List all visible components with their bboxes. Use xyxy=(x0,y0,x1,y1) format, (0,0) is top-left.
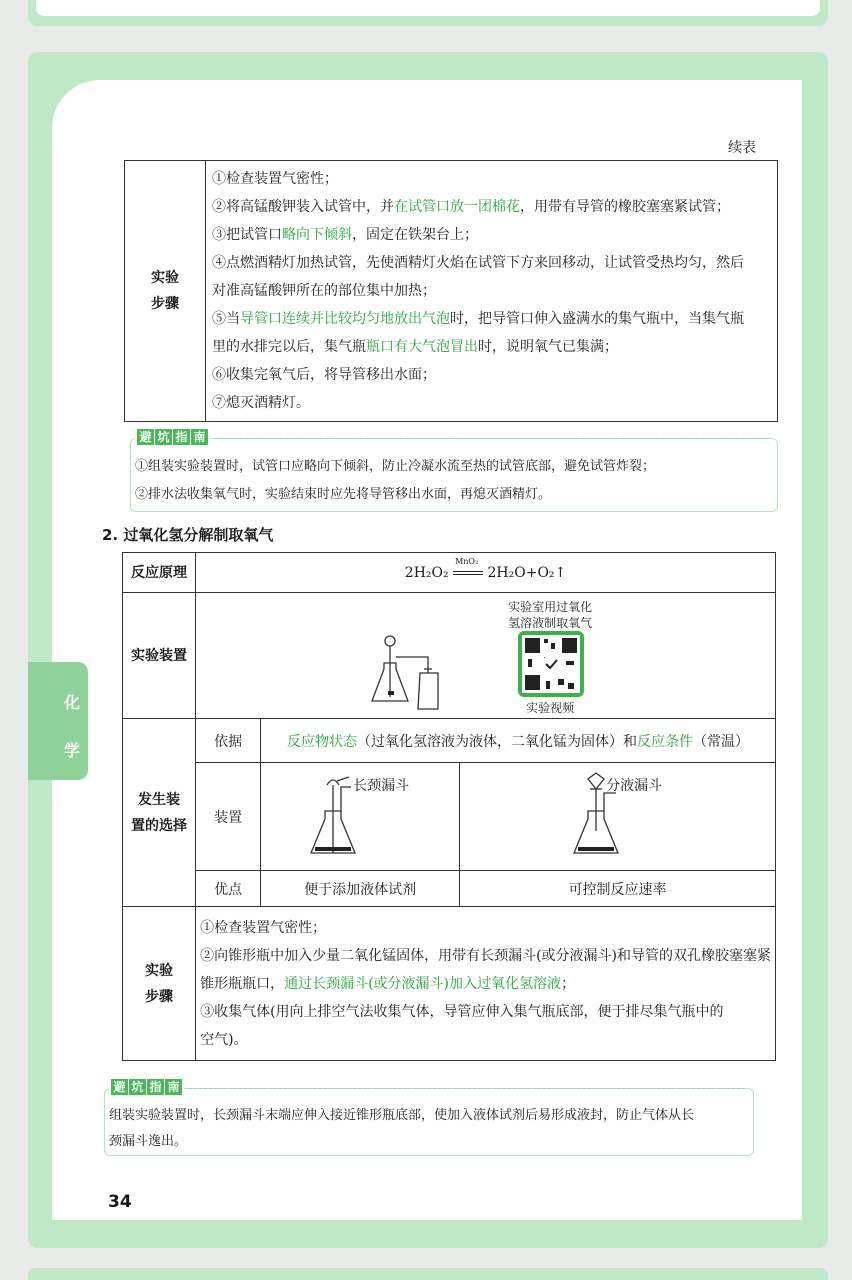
text-run: ，用带有导管的橡胶塞塞紧试管； xyxy=(520,199,730,215)
step-line xyxy=(200,970,771,998)
side-tab-char: 化 xyxy=(64,693,81,712)
reaction-equation: 2H₂O₂ MnO₂ 2H₂O+O₂↑ xyxy=(196,553,776,593)
tip-box-2 xyxy=(104,1080,754,1156)
next-page-edge xyxy=(28,1268,828,1280)
text-run: ①检查装置气密性； xyxy=(200,919,327,936)
generator-choice-label: 发生装 置的选择 xyxy=(123,719,196,907)
text-run: 时，说明氧气已集满； xyxy=(478,339,618,355)
step-line xyxy=(200,942,771,970)
qr-code-icon[interactable] xyxy=(518,631,584,697)
tip-label: 避 坑 指 南 xyxy=(135,429,210,445)
text-run: 时，把导管口伸入盛满水的集气瓶中，当集气瓶 xyxy=(450,311,744,327)
advantage-separatory: 可控制反应速率 xyxy=(460,871,776,907)
basis-text xyxy=(261,719,776,763)
tip-line: 组装实验装置时，长颈漏斗末端应伸入接近锥形瓶底部，使加入液体试剂后易形成液封，防止气体从长 xyxy=(109,1108,695,1123)
tip-line: ①组装实验装置时，试管口应略向下倾斜，防止冷凝水流至热的试管底部，避免试管炸裂； xyxy=(135,459,656,474)
text-run: 里的水排完以后，集气瓶 xyxy=(212,339,366,355)
step-line xyxy=(212,389,771,417)
step-line xyxy=(212,277,771,305)
qr-caption: 实验室用过氧化 氢溶液制取氧气 xyxy=(508,600,593,630)
text-run: ②向锥形瓶中加入少量二氧化锰固体，用带有长颈漏斗(或分液漏斗)和导管的双孔橡胶塞塞紧 xyxy=(200,947,771,964)
text-run: ②将高锰酸钾装入试管中，并 xyxy=(212,199,394,215)
steps-label: 实验 步骤 xyxy=(125,161,206,422)
highlighted-text: 在试管口放一团棉花 xyxy=(394,199,520,215)
page-number: 34 xyxy=(108,1192,132,1212)
steps-list-2 xyxy=(196,907,776,1061)
subject-side-tab xyxy=(28,662,88,780)
continued-label: 续表 xyxy=(728,140,756,156)
highlighted-text: 反应物状态 xyxy=(287,733,358,750)
side-tab-char: 学 xyxy=(64,741,81,760)
step-line xyxy=(212,193,771,221)
oxygen-apparatus-illustration xyxy=(368,633,468,713)
steps-label-2: 实验 步骤 xyxy=(123,907,196,1061)
steps-table-1 xyxy=(124,160,778,422)
step-line xyxy=(212,305,771,333)
apparatus-label: 实验装置 xyxy=(123,593,196,719)
step-line xyxy=(200,998,771,1026)
highlighted-text: 略向下倾斜 xyxy=(282,227,352,243)
long-neck-funnel-cell xyxy=(261,763,460,871)
text-run: 对准高锰酸钾所在的部位集中加热； xyxy=(212,283,436,299)
text-run: ③收集气体(用向上排空气法收集气体，导管应伸入集气瓶底部，便于排尽集气瓶中的 xyxy=(200,1003,724,1020)
section-title: 2. 过氧化氢分解制取氧气 xyxy=(102,526,274,544)
step-line xyxy=(212,165,771,193)
apparatus-cell xyxy=(196,593,776,719)
tip-line: 颈漏斗逸出。 xyxy=(109,1134,188,1149)
basis-label: 依据 xyxy=(196,719,261,763)
highlighted-text: 导管口连续并比较均匀地放出气泡 xyxy=(240,311,450,327)
text-run: ③把试管口 xyxy=(212,227,282,243)
device-label: 装置 xyxy=(196,763,261,871)
tip-label: 避 坑 指 南 xyxy=(109,1079,184,1095)
advantage-label: 优点 xyxy=(196,871,261,907)
text-run: ⑦熄灭酒精灯。 xyxy=(212,395,310,411)
text-run: 锥形瓶瓶口， xyxy=(200,975,285,992)
highlighted-text: 通过长颈漏斗(或分液漏斗)加入过氧化氢溶液 xyxy=(284,975,562,992)
text-run: （常温） xyxy=(693,733,750,750)
text-run: ； xyxy=(561,975,576,992)
text-run: ①检查装置气密性； xyxy=(212,171,338,187)
steps-list xyxy=(206,161,778,422)
separatory-funnel-label: 分液漏斗 xyxy=(606,778,663,794)
video-label[interactable]: 实验视频 xyxy=(526,701,575,715)
highlighted-text: 反应条件 xyxy=(637,733,694,750)
step-line xyxy=(212,249,771,277)
step-line xyxy=(212,333,771,361)
advantage-long-neck: 便于添加液体试剂 xyxy=(261,871,460,907)
principle-label: 反应原理 xyxy=(123,553,196,593)
text-run: ⑥收集完氧气后，将导管移出水面； xyxy=(212,367,436,383)
separatory-funnel-cell xyxy=(460,763,776,871)
text-run: ，固定在铁架台上； xyxy=(352,227,478,243)
long-neck-funnel-label: 长颈漏斗 xyxy=(353,778,410,794)
tip-box-1 xyxy=(130,430,778,512)
text-run: ⑤当 xyxy=(212,311,240,327)
step-line xyxy=(200,1026,771,1054)
text-run: 空气)。 xyxy=(200,1031,248,1048)
previous-page-edge xyxy=(28,0,828,26)
text-run: （过氧化氢溶液为液体，二氧化锰为固体）和 xyxy=(357,733,638,750)
step-line xyxy=(212,361,771,389)
highlighted-text: 瓶口有大气泡冒出 xyxy=(366,339,478,355)
step-line xyxy=(212,221,771,249)
text-run: ④点燃酒精灯加热试管，先使酒精灯火焰在试管下方来回移动，让试管受热均匀，然后 xyxy=(212,255,744,271)
tip-line: ②排水法收集氧气时，实验结束时应先将导管移出水面，再熄灭酒精灯。 xyxy=(135,487,552,502)
hydrogen-peroxide-table xyxy=(122,552,776,1061)
step-line xyxy=(200,914,771,942)
